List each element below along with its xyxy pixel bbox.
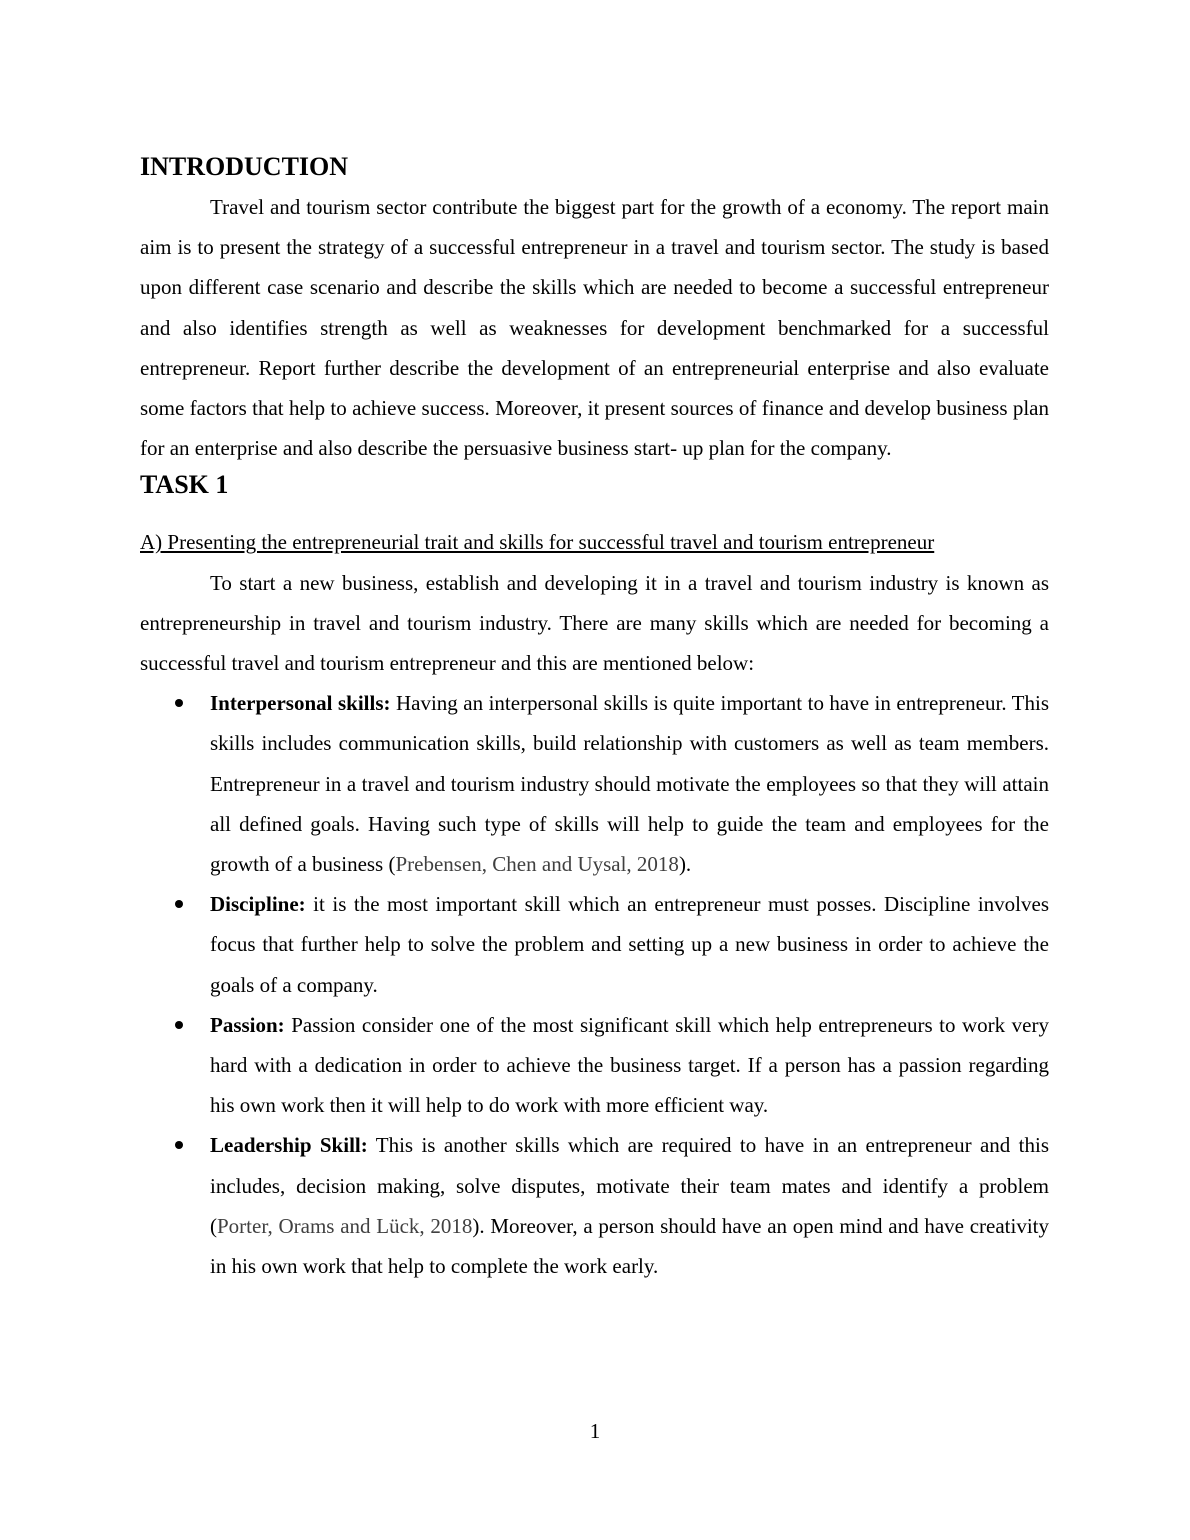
introduction-heading: INTRODUCTION <box>140 152 349 181</box>
skills-list <box>140 683 1049 1286</box>
bullet-icon <box>175 1141 183 1149</box>
page-number: 1 <box>589 1419 601 1443</box>
list-item-leadership-skill <box>140 1125 1049 1286</box>
skill-term: Interpersonal skills: <box>210 691 391 716</box>
introduction-paragraph: Travel and tourism sector contribute the biggest part for the growth of a economy. The report main aim is to present the strategy of a successful entrepreneur in a travel and tourism sector. The study is based upon different case scenario and describe the skills which are needed to become a successful entrepreneur and also identifies strength as well as weaknesses for development benchmarked for a successful entrepreneur. Report further describe the development of an entrepreneurial enterprise and also evaluate some factors that help to achieve success. Moreover, it present sources of finance and develop business plan for an enterprise and also describe the persuasive business start- up plan for the company. <box>140 195 1049 461</box>
citation: Porter, Orams and Lück, 2018 <box>217 1213 473 1238</box>
skill-term: Passion: <box>210 1012 285 1037</box>
skill-description: This is another skills which are required to have in an entrepreneur and this includes, decision making, solve disputes, motivate their team mates and identify a problem ( <box>210 1133 1050 1238</box>
skill-description-end: ). <box>678 852 692 877</box>
bullet-icon <box>175 900 183 908</box>
skill-description: Having an interpersonal skills is quite important to have in entrepreneur. This skills includes communication skills, build relationship with customers as well as team members. Entrepreneur in a travel and tourism industry should motivate the employees so that they will attain all defined goals. Having such type of skills will help to guide the team and employees for the growth of a business ( <box>210 691 1050 877</box>
list-item-interpersonal-skills <box>140 683 1049 884</box>
task-1-heading: TASK 1 <box>140 470 229 500</box>
bullet-icon <box>175 1021 183 1029</box>
list-item-discipline <box>140 884 1049 1005</box>
section-a-heading: A) Presenting the entrepreneurial trait and skills for successful travel and tourism entrepreneur <box>140 530 935 555</box>
skill-term: Leadership Skill: <box>210 1133 368 1158</box>
bullet-icon <box>175 699 183 707</box>
citation: Prebensen, Chen and Uysal, 2018 <box>395 852 679 877</box>
skill-description-end: ). Moreover, a person should have an open mind and have creativity in his own work that help to complete the work early. <box>210 1213 1049 1279</box>
skill-term: Discipline: <box>210 892 306 917</box>
section-a-paragraph: To start a new business, establish and developing it in a travel and tourism industry is known as entrepreneurship in travel and tourism industry. There are many skills which are needed for becoming a successful travel and tourism entrepreneur and this are mentioned below: <box>140 570 1049 676</box>
page-content <box>140 150 1049 1286</box>
skill-description: Passion consider one of the most significant skill which help entrepreneurs to work very hard with a dedication in order to achieve the business target. If a person has a passion regarding his own work then it will help to do work with more efficient way. <box>210 1012 1049 1118</box>
skill-description: it is the most important skill which an entrepreneur must posses. Discipline involves focus that further help to solve the problem and setting up a new business in order to achieve the goals of a company. <box>210 892 1049 997</box>
list-item-passion <box>140 1005 1049 1126</box>
